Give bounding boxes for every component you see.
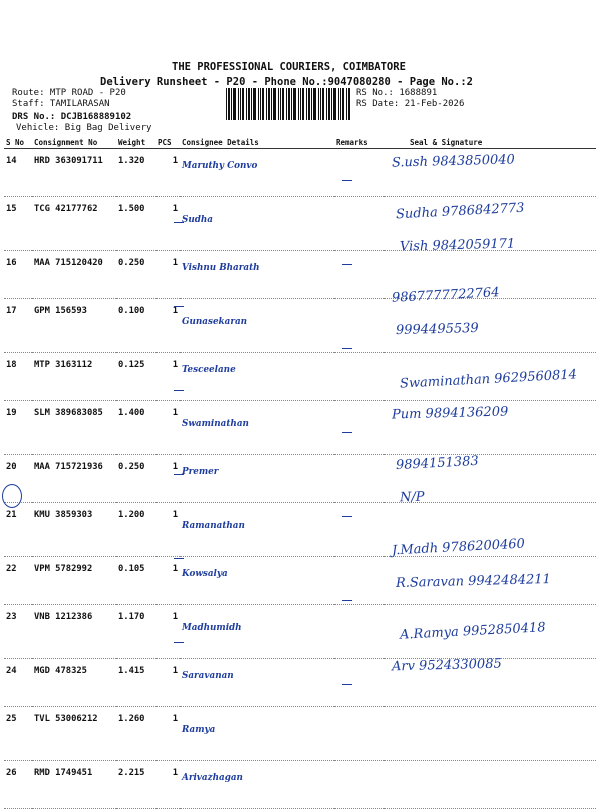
- cell-weight: 1.320: [116, 149, 156, 197]
- cell-consignment: KMU 3859303: [32, 503, 116, 557]
- cell-pcs: 1: [156, 557, 180, 605]
- table-row: [4, 455, 596, 503]
- barcode-bar: [322, 88, 324, 120]
- cell-consignment: MAA 715721936: [32, 455, 116, 503]
- cell-weight: 1.260: [116, 707, 156, 761]
- barcode-bar: [306, 88, 307, 120]
- cell-weight: 1.200: [116, 503, 156, 557]
- barcode-bar: [266, 88, 267, 120]
- barcode-bar: [340, 88, 341, 120]
- signature-handwritten: 9867777722764: [391, 285, 500, 306]
- cell-remarks: [334, 605, 384, 659]
- barcode-bar: [288, 88, 290, 120]
- cell-consignee-handwritten: Kowsalya: [180, 557, 334, 605]
- barcode-bar: [331, 88, 332, 120]
- barcode-bar: [226, 88, 227, 120]
- cell-remarks: [334, 707, 384, 761]
- barcode-bar: [271, 88, 272, 120]
- barcode-bar: [280, 88, 281, 120]
- cell-sno: 21: [4, 503, 32, 557]
- dash-mark: [342, 348, 352, 349]
- signature-handwritten: A.Ramya 9952850418: [399, 620, 546, 643]
- dash-mark: [174, 474, 184, 475]
- col-signature: Seal & Signature: [384, 136, 596, 149]
- barcode-bar: [328, 88, 330, 120]
- barcode-bar: [260, 88, 261, 120]
- col-weight: Weight: [116, 136, 156, 149]
- barcode-bar: [308, 88, 310, 120]
- rs-number: RS No.: 1688891: [356, 88, 438, 98]
- barcode-bar: [273, 88, 276, 120]
- cell-consignee-handwritten: Ramanathan: [180, 503, 334, 557]
- cell-remarks: [334, 659, 384, 707]
- cell-consignee-handwritten: Gunasekaran: [180, 299, 334, 353]
- cell-pcs: 1: [156, 605, 180, 659]
- cell-consignment: MAA 715120420: [32, 251, 116, 299]
- cell-sno: 14: [4, 149, 32, 197]
- cell-remarks: [334, 251, 384, 299]
- drs-label: DRS No.: DCJB168889102: [12, 112, 132, 122]
- barcode-bar: [286, 88, 287, 120]
- table-row: [4, 251, 596, 299]
- cell-sno: 22: [4, 557, 32, 605]
- cell-consignment: TVL 53006212: [32, 707, 116, 761]
- barcode-bar: [251, 88, 252, 120]
- barcode-bar: [238, 88, 239, 120]
- barcode-bar: [231, 88, 232, 120]
- table-header-row: [4, 136, 596, 149]
- cell-consignment: VNB 1212386: [32, 605, 116, 659]
- dash-mark: [174, 222, 184, 223]
- cell-remarks: [334, 761, 384, 809]
- cell-weight: 2.215: [116, 761, 156, 809]
- col-sno: S No: [4, 136, 32, 149]
- barcode-bar: [298, 88, 299, 120]
- cell-pcs: 1: [156, 455, 180, 503]
- col-consignment: Consignment No: [32, 136, 116, 149]
- cell-remarks: [334, 455, 384, 503]
- cell-sno: 24: [4, 659, 32, 707]
- barcode-bar: [300, 88, 301, 120]
- cell-pcs: 1: [156, 299, 180, 353]
- cell-remarks: [334, 557, 384, 605]
- barcode-bar: [233, 88, 236, 120]
- cell-consignee-handwritten: Saravanan: [180, 659, 334, 707]
- barcode-bar: [348, 88, 350, 120]
- col-consignee: Consignee Details: [180, 136, 334, 149]
- table-row: [4, 659, 596, 707]
- barcode-bar: [268, 88, 270, 120]
- company-title: THE PROFESSIONAL COURIERS, COIMBATORE: [172, 61, 406, 73]
- barcode-bar: [240, 88, 241, 120]
- cell-consignment: RMD 1749451: [32, 761, 116, 809]
- cell-signature: [384, 761, 596, 809]
- cell-weight: 0.250: [116, 251, 156, 299]
- barcode-bar: [291, 88, 292, 120]
- barcode-bar: [262, 88, 264, 120]
- barcode-bar: [258, 88, 259, 120]
- barcode-bar: [228, 88, 230, 120]
- table-row: [4, 707, 596, 761]
- cell-consignee-handwritten: Maruthy Convo: [180, 149, 334, 197]
- dash-mark: [342, 516, 352, 517]
- cell-pcs: 1: [156, 707, 180, 761]
- signature-handwritten: N/P: [399, 489, 425, 506]
- cell-consignee-handwritten: Arivazhagan: [180, 761, 334, 809]
- cell-sno: 20: [4, 455, 32, 503]
- cell-weight: 0.105: [116, 557, 156, 605]
- signature-handwritten: 9994495539: [395, 320, 479, 339]
- cell-sno: 15: [4, 197, 32, 251]
- cell-weight: 1.400: [116, 401, 156, 455]
- barcode-bar: [242, 88, 244, 120]
- cell-consignee-handwritten: Premer: [180, 455, 334, 503]
- table-row: [4, 299, 596, 353]
- barcode-bar: [246, 88, 247, 120]
- cell-sno: 18: [4, 353, 32, 401]
- cell-consignee-handwritten: Tesceelane: [180, 353, 334, 401]
- barcode-bar: [302, 88, 304, 120]
- cell-weight: 0.100: [116, 299, 156, 353]
- dash-mark: [342, 264, 352, 265]
- cell-weight: 0.250: [116, 455, 156, 503]
- cell-sno: 17: [4, 299, 32, 353]
- col-pcs: PCS: [156, 136, 180, 149]
- cell-consignment: TCG 42177762: [32, 197, 116, 251]
- dash-mark: [174, 642, 184, 643]
- rs-date: RS Date: 21-Feb-2026: [356, 99, 465, 109]
- dash-mark: [342, 432, 352, 433]
- signature-handwritten: Arv 9524330085: [391, 656, 502, 675]
- cell-remarks: [334, 299, 384, 353]
- cell-consignee-handwritten: Sudha: [180, 197, 334, 251]
- barcode-bar: [338, 88, 339, 120]
- signature-handwritten: Sudha 9786842773: [395, 200, 525, 223]
- dash-mark: [174, 558, 184, 559]
- cell-pcs: 1: [156, 197, 180, 251]
- cell-consignment: HRD 363091711: [32, 149, 116, 197]
- cell-weight: 1.500: [116, 197, 156, 251]
- signature-handwritten: 9894151383: [395, 453, 480, 474]
- barcode-bar: [293, 88, 296, 120]
- cell-consignment: MGD 478325: [32, 659, 116, 707]
- barcode-image: [226, 88, 352, 120]
- cell-weight: 0.125: [116, 353, 156, 401]
- barcode-bar: [318, 88, 319, 120]
- cell-sno: 25: [4, 707, 32, 761]
- cell-remarks: [334, 149, 384, 197]
- route-label: Route: MTP ROAD - P20: [12, 88, 126, 98]
- cell-pcs: 1: [156, 353, 180, 401]
- dash-mark: [174, 390, 184, 391]
- cell-sno: 23: [4, 605, 32, 659]
- cell-consignee-handwritten: Madhumidh: [180, 605, 334, 659]
- cell-pcs: 1: [156, 149, 180, 197]
- signature-handwritten: Pum 9894136209: [391, 404, 509, 423]
- dash-mark: [174, 306, 184, 307]
- staff-label: Staff: TAMILARASAN: [12, 99, 110, 109]
- dash-mark: [342, 600, 352, 601]
- signature-handwritten: R.Saravan 9942484211: [395, 571, 552, 592]
- barcode-bar: [253, 88, 256, 120]
- signature-handwritten: S.ush 9843850040: [391, 152, 516, 171]
- cell-pcs: 1: [156, 251, 180, 299]
- barcode-bar: [311, 88, 312, 120]
- cell-signature: [384, 707, 596, 761]
- dash-mark: [342, 684, 352, 685]
- cell-sno: 26: [4, 761, 32, 809]
- barcode-bar: [346, 88, 347, 120]
- cell-pcs: 1: [156, 401, 180, 455]
- barcode-bar: [320, 88, 321, 120]
- signature-handwritten: Vish 9842059171: [399, 236, 516, 255]
- col-remarks: Remarks: [334, 136, 384, 149]
- barcode-bar: [342, 88, 344, 120]
- cell-weight: 1.170: [116, 605, 156, 659]
- handwritten-circle-mark: [2, 484, 22, 508]
- cell-remarks: [334, 503, 384, 557]
- cell-weight: 1.415: [116, 659, 156, 707]
- cell-remarks: [334, 401, 384, 455]
- cell-consignee-handwritten: Swaminathan: [180, 401, 334, 455]
- cell-sno: 16: [4, 251, 32, 299]
- barcode-bar: [278, 88, 279, 120]
- barcode-bar: [313, 88, 316, 120]
- barcode-bar: [326, 88, 327, 120]
- cell-pcs: 1: [156, 659, 180, 707]
- runsheet-subtitle: Delivery Runsheet - P20 - Phone No.:9047080280 - Page No.:2: [100, 76, 473, 88]
- cell-consignee-handwritten: Ramya: [180, 707, 334, 761]
- cell-remarks: [334, 353, 384, 401]
- barcode-bar: [282, 88, 284, 120]
- cell-pcs: 1: [156, 761, 180, 809]
- cell-remarks: [334, 197, 384, 251]
- cell-consignment: GPM 156593: [32, 299, 116, 353]
- cell-pcs: 1: [156, 503, 180, 557]
- cell-consignee-handwritten: Vishnu Bharath: [180, 251, 334, 299]
- cell-consignment: VPM 5782992: [32, 557, 116, 605]
- table-row: [4, 761, 596, 809]
- vehicle-label: Vehicle: Big Bag Delivery: [16, 123, 152, 133]
- signature-handwritten: Swaminathan 9629560814: [399, 367, 578, 392]
- barcode-bar: [248, 88, 250, 120]
- dash-mark: [342, 180, 352, 181]
- signature-handwritten: J.Madh 9786200460: [391, 536, 526, 559]
- cell-consignment: MTP 3163112: [32, 353, 116, 401]
- cell-sno: 19: [4, 401, 32, 455]
- barcode-bar: [333, 88, 336, 120]
- cell-consignment: SLM 389683085: [32, 401, 116, 455]
